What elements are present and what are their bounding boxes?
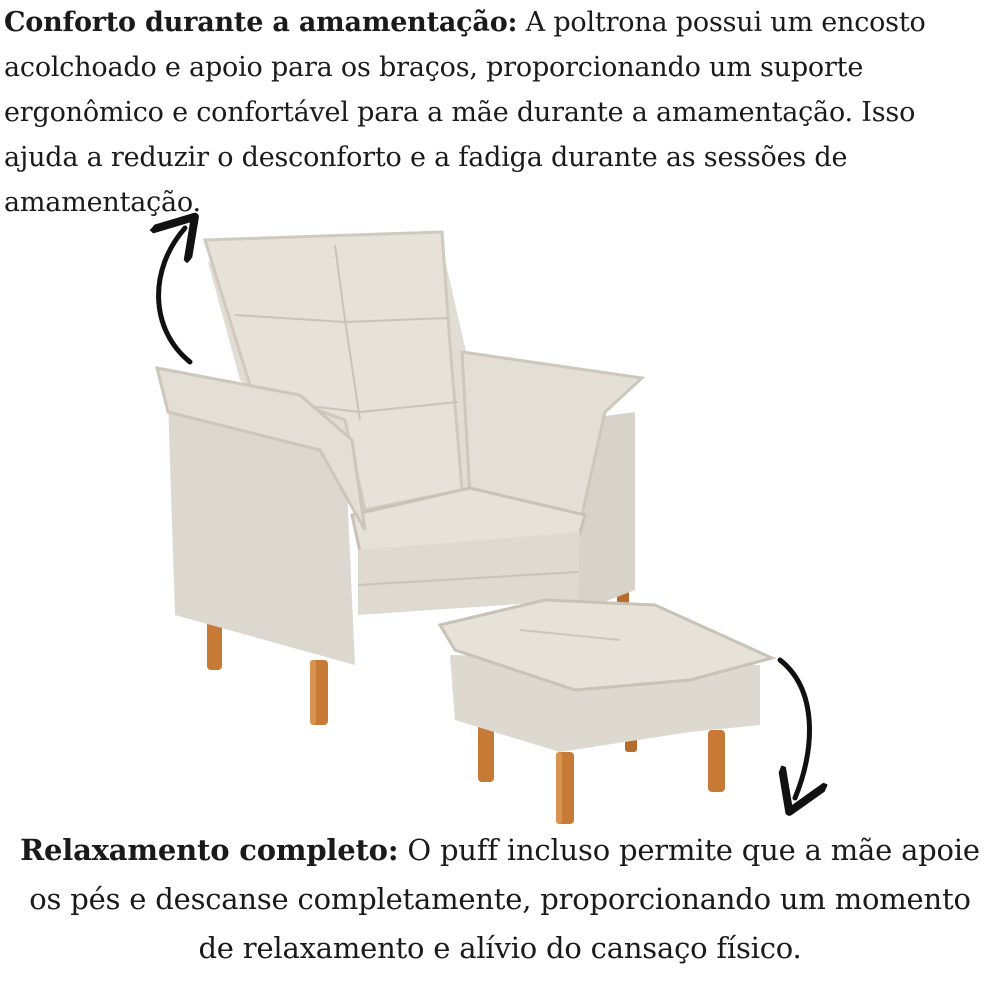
- ottoman-leg-front-right: [708, 730, 725, 792]
- armchair-leg-back-left: [207, 620, 222, 670]
- bottom-paragraph-heading: Relaxamento completo:: [20, 833, 399, 867]
- bottom-paragraph: [10, 826, 990, 973]
- bottom-paragraph-body: O puff incluso permite que a mãe apoie os pés e descanse completamente, proporcionando um momento de relaxamento e alívio do cansaço físico.: [29, 833, 980, 965]
- ottoman: [440, 600, 772, 824]
- top-paragraph-heading: Conforto durante a amamentação:: [4, 7, 518, 38]
- top-paragraph: [4, 0, 984, 225]
- top-paragraph-body: A poltrona possui um encosto acolchoado e apoio para os braços, proporcionando um suporte ergonômico e confortável para a mãe durante a amamentação. Isso ajuda a reduzir o desconforto e a fadiga durante as sessões de amamentação.: [4, 7, 926, 218]
- arrow-up-icon: [159, 228, 190, 362]
- arrow-down-icon: [780, 660, 809, 798]
